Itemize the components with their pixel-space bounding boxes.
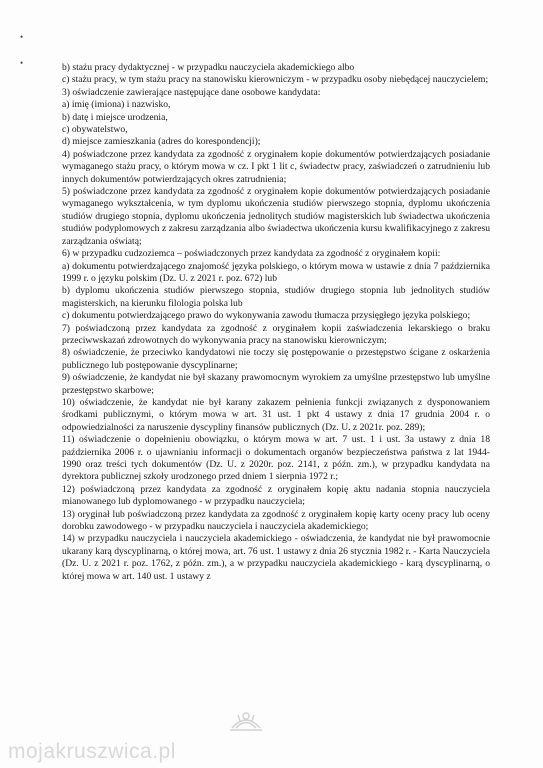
margin-mark: • [20, 32, 24, 42]
document-paragraph: 9) oświadczenie, że kandydat nie był skazany prawomocnym wyrokiem za umyślne przestępstwo lub umyślne przestępstwo skarbowe; [62, 372, 490, 396]
document-paragraph: a) imię (imiona) i nazwisko, [62, 99, 171, 111]
document-paragraph: 12) poświadczoną przez kandydata za zgodność z oryginałem kopię aktu nadania stopnia nauczyciela mianowanego lub dyplomowanego - w przypadku nauczyciela; [62, 483, 490, 508]
document-paragraph: 13) oryginał lub poświadczoną przez kandydata za zgodność z oryginałem kopię karty oceny pracy lub oceny dorobku zawodowego - w przypadku nauczyciela i nauczyciela akademickiego; [62, 508, 490, 533]
document-paragraph: d) miejsce zamieszkania (adres do korespondencji); [62, 136, 261, 148]
document-paragraph: 10) oświadczenie, że kandydat nie był karany zakazem pełnienia funkcji związanych z dysponowaniem środkami publicznymi, o którym mowa w art. 31 ust. 1 pkt 4 ustawy z dnia 17 grudnia 2004 r. o odpowiedzialności za naruszenie dyscypliny finansów publicznych (Dz. U. z 2021r. poz. 289); [62, 396, 490, 433]
city-crest-logo [226, 710, 266, 732]
document-paragraph: 6) w przypadku cudzoziemca – poświadczonych przez kandydata za zgodność z oryginałem kopii: [62, 248, 441, 260]
margin-mark: • [20, 58, 24, 68]
document-paragraph: 4) poświadczone przez kandydata za zgodność z oryginałem kopie dokumentów potwierdzających posiadanie wymaganego stażu pracy, o którym mowa w cz. I pkt 1 lit c, świadectw pracy, zaświadczeń o zatrudnieniu lub innych dokumentów potwierdzających okres zatrudnienia; [62, 148, 490, 185]
footer [0, 740, 543, 764]
document-paragraph: 14) w przypadku nauczyciela i nauczyciela akademickiego - oświadczenia, że kandydat nie był prawomocnie ukarany karą dyscyplinarną, o której mowa, art. 76 ust. 1 ustawy z dnia 26 stycznia 1982 r. - Karta Nauczyciela (Dz. U. z 2021 r. poz. 1762, z późn. zm.), a w przypadku nauczyciela akademickiego - karą dyscyplinarną, o której mowa w art. 140 ust. 1 ustawy z [62, 533, 490, 582]
document-body [62, 62, 490, 583]
document-paragraph: b) stażu pracy dydaktycznej - w przypadku nauczyciela akademickiego albo [62, 62, 355, 73]
document-paragraph: 11) oświadczenie o dopełnieniu obowiązku, o którym mowa w art. 7 ust. 1 i ust. 3a ustawy z dnia 18 października 2006 r. o ujawnianiu informacji o dokumentach organów bezpieczeństwa państwa z lat 1944-1990 oraz treści tych dokumentów (Dz. U. z 2020r. poz. 2141, z późn. zm.), w przypadku kandydata na dyrektora publicznej szkoły urodzonego przed dniem 1 sierpnia 1972 r.; [62, 434, 490, 483]
document-paragraph: a) dokumentu potwierdzającego znajomość języka polskiego, o którym mowa w ustawie z dnia 7 października 1999 r. o języku polskim (Dz. U. z 2021 r. poz. 672) lub [62, 260, 490, 284]
document-paragraph: 7) poświadczoną przez kandydata za zgodność z oryginałem kopii zaświadczenia lekarskiego o braku przeciwwskazań zdrowotnych do wykonywania pracy na stanowisku kierowniczym; [62, 322, 490, 346]
document-paragraph: 3) oświadczenie zawierające następujące dane osobowe kandydata: [62, 86, 321, 98]
document-paragraph: b) dyplomu ukończenia studiów pierwszego stopnia, studiów drugiego stopnia lub jednolitych studiów magisterskich, na kierunku filologia polska lub [62, 285, 490, 309]
document-paragraph: 8) oświadczenie, że przeciwko kandydatowi nie toczy się postępowanie o przestępstwo ścigane z oskarżenia publicznego lub postępowanie dyscyplinarne; [62, 347, 490, 371]
document-paragraph: b) datę i miejsce urodzenia, [62, 111, 168, 123]
document-paragraph: c) stażu pracy, w tym stażu pracy na stanowisku kierowniczym - w przypadku osoby niebędącej nauczycielem; [62, 74, 489, 86]
document-paragraph: 5) poświadczone przez kandydata za zgodność z oryginałem kopie dokumentów potwierdzających posiadanie wymaganego wykształcenia, w tym dyplomu ukończenia studiów pierwszego stopnia, dyplomu ukończenia studiów drugiego stopnia, dyplomu ukończenia jednolitych studiów magisterskich lub świadectwa ukończenia studiów podyplomowych z zakresu zarządzania albo świadectwa ukończenia kursu kwalifikacyjnego z zakresu zarządzania oświatą; [62, 186, 490, 247]
site-watermark[interactable]: mojakruszwica.pl [8, 740, 176, 763]
document-paragraph: c) obywatelstwo, [62, 124, 128, 136]
document-paragraph: c) dokumentu potwierdzającego prawo do wykonywania zawodu tłumacza przysięgłego języka polskiego; [62, 310, 471, 322]
